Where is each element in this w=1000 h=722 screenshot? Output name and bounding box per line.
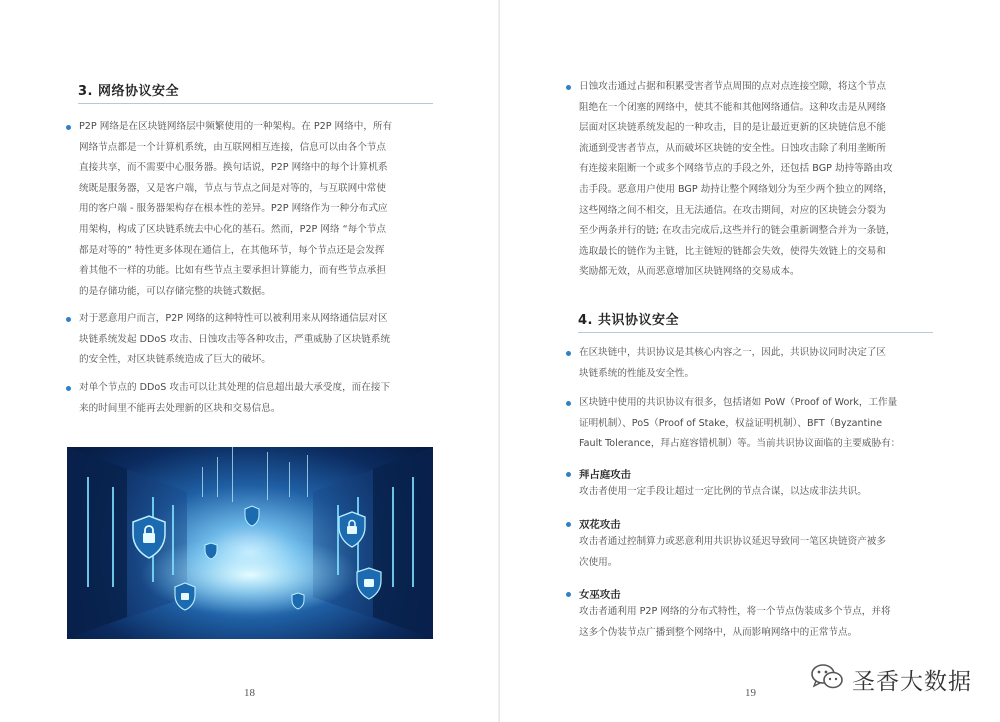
- attack-title-byzantine: [579, 466, 631, 481]
- bullet-dot: [566, 401, 571, 406]
- bullet-p2p: [79, 117, 392, 302]
- attack-title-text: 拜占庭攻击: [579, 469, 631, 481]
- section-divider: [578, 332, 933, 333]
- bullet-dot: [66, 317, 71, 322]
- bullet-consensus-core: [579, 343, 886, 384]
- bullet-dot: [66, 386, 71, 391]
- text-line: 选取最长的链作为主链，比主链短的链都会失效，使得失效链上的交易和: [579, 245, 886, 257]
- bullet-dot: [566, 472, 571, 477]
- server-security-image: [67, 447, 433, 639]
- text-line: 流通到受害者节点，从而破坏区块链的安全性。日蚀攻击除了利用垄断所: [579, 142, 886, 154]
- text-line: 块链系统的性能及安全性。: [579, 367, 695, 379]
- page-number-left: 18: [244, 687, 255, 699]
- text-line: 网络节点都是一个计算机系统，由互联网相互连接，信息可以由各个节点: [79, 141, 386, 153]
- attack-title-text: 女巫攻击: [579, 589, 621, 601]
- bullet-ddos: [79, 378, 390, 419]
- text-line: 至少两条并行的链; 在攻击完成后,这些并行的链会重新调整合并为一条链，: [579, 225, 896, 237]
- text-line: 用的客户端 - 服务器架构存在根本性的差异。P2P 网络作为一种分布式应: [79, 203, 388, 215]
- shield-lock-icon: [205, 543, 217, 559]
- text-line: 对于恶意用户而言，P2P 网络的这种特性可以被利用来从网络通信层对区: [79, 313, 388, 324]
- bullet-eclipse-attack: [579, 77, 895, 283]
- section-divider: [78, 103, 433, 104]
- shield-lock-icon: [292, 593, 304, 609]
- page-number-right: 19: [745, 687, 756, 699]
- bullet-consensus-types: [579, 393, 900, 455]
- bullet-dot: [566, 592, 571, 597]
- text-line: Fault Tolerance，拜占庭容错机制）等。当前共识协议面临的主要威胁有：: [579, 438, 901, 450]
- attack-desc-sybil: [579, 602, 891, 643]
- text-line: 层面对区块链系统发起的一种攻击，目的是让最近更新的区块链信息不能: [579, 122, 886, 134]
- shield-lock-icon: [245, 506, 259, 526]
- text-line: 的安全性，对区块链系统造成了巨大的破坏。: [79, 354, 271, 366]
- bullet-dot: [566, 351, 571, 356]
- text-line: 都是对等的” 特性更多体现在通信上，在其他环节，每个节点还是会发挥: [79, 244, 385, 256]
- text-line: 攻击者使用一定手段让超过一定比例的节点合谋，以达成非法共识。: [579, 486, 867, 497]
- text-line: 块链系统发起 DDoS 攻击、日蚀攻击等各种攻击，严重威胁了区块链系统: [79, 333, 391, 345]
- text-line: 区块链中使用的共识协议有很多，包括诸如 PoW（Proof of Work，工作量: [579, 397, 898, 408]
- text-line: 着其他不一样的功能。比如有些节点主要承担计算能力，而有些节点承担: [79, 265, 386, 277]
- attack-desc-byzantine: [579, 482, 867, 503]
- text-line: 有连接来阻断一个或多个网络节点的手段之外，还包括 BGP 劫持等路由攻: [579, 163, 893, 175]
- text-line: 日蚀攻击通过占据和积累受害者节点周围的点对点连接空隙，将这个节点: [579, 81, 886, 92]
- bullet-dot: [566, 522, 571, 527]
- text-line: 证明机制）、PoS（Proof of Stake，权益证明机制）、BFT（Byzantine: [579, 417, 883, 429]
- bullet-malicious: [79, 309, 390, 371]
- attack-title-text: 双花攻击: [579, 519, 621, 531]
- bullet-dot: [66, 125, 71, 130]
- text-line: 对单个节点的 DDoS 攻击可以让其处理的信息超出最大承受度，而在接下: [79, 382, 391, 393]
- text-line: 奖励都无效，从而恶意增加区块链网络的交易成本。: [579, 266, 800, 278]
- text-line: 攻击者通过控制算力或恶意利用共识协议延迟导致同一笔区块链资产被多: [579, 536, 886, 547]
- text-line: 直接共享，而不需要中心服务器。换句话说，P2P 网络中的每个计算机系: [79, 162, 388, 174]
- text-line: 的是存储功能，可以存储完整的块链式数据。: [79, 285, 271, 297]
- attack-title-double-spend: [579, 516, 621, 531]
- text-line: P2P 网络是在区块链网络层中频繁使用的一种架构。在 P2P 网络中，所有: [79, 121, 393, 132]
- wechat-icon: [810, 663, 844, 695]
- attack-title-sybil: [579, 586, 621, 601]
- text-line: 阻绝在一个闭塞的网络中，使其不能和其他网络通信。这种攻击是从网络: [579, 101, 886, 113]
- server-room-illustration: [67, 447, 433, 639]
- text-line: 在区块链中，共识协议是其核心内容之一，因此，共识协议同时决定了区: [579, 347, 886, 358]
- text-line: 次使用。: [579, 556, 618, 568]
- text-line: 用架构，构成了区块链系统去中心化的基石。然而，P2P 网络 “每个节点: [79, 223, 386, 235]
- page-right: [500, 0, 1000, 722]
- text-line: 这些网络之间不相交，且无法通信。在攻击期间，对应的区块链会分裂为: [579, 204, 886, 216]
- section-title-network: 3. 网络协议安全: [78, 84, 180, 99]
- bullet-dot: [566, 85, 571, 90]
- attack-desc-double-spend: [579, 532, 886, 573]
- watermark-text: 圣香大数据: [852, 668, 972, 695]
- text-line: 统既是服务器，又是客户端，节点与节点之间是对等的，与互联网中常使: [79, 182, 386, 194]
- text-line: 攻击者通利用 P2P 网络的分布式特性，将一个节点伪装成多个节点，并将: [579, 606, 891, 617]
- section-title-consensus: 4. 共识协议安全: [578, 313, 680, 328]
- text-line: 来的时间里不能再去处理新的区块和交易信息。: [79, 402, 281, 414]
- text-line: 这多个伪装节点广播到整个网络中，从而影响网络中的正常节点。: [579, 626, 858, 638]
- text-line: 击手段。恶意用户使用 BGP 劫持让整个网络划分为至少两个独立的网络，: [579, 183, 893, 195]
- watermark: [810, 664, 972, 694]
